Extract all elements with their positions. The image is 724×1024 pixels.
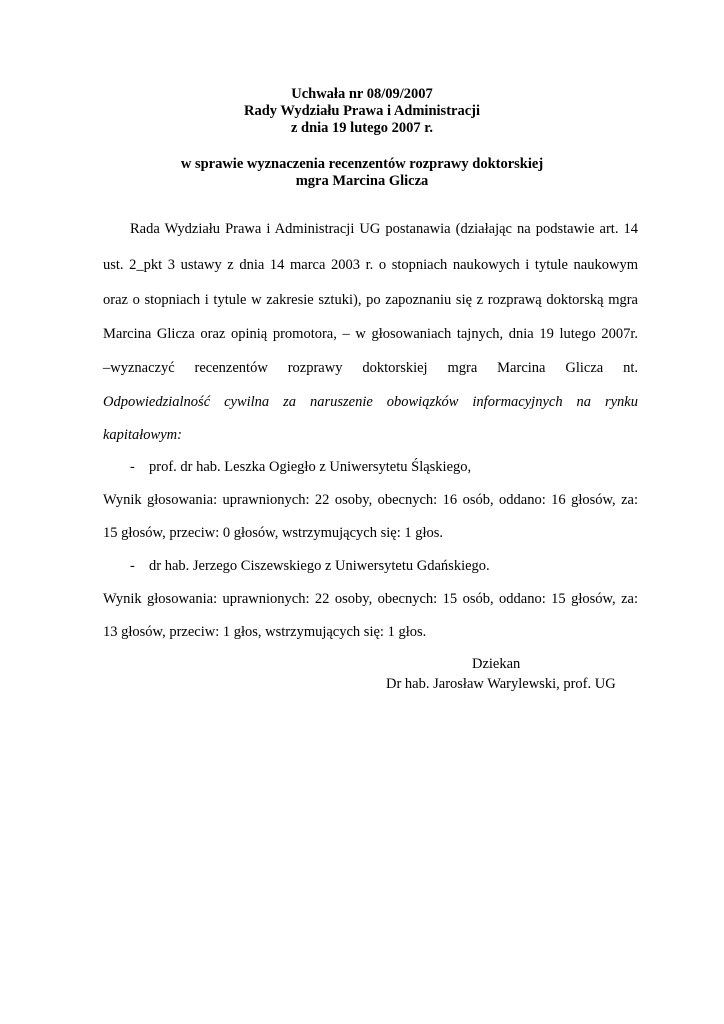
vote-result-1-line-1: Wynik głosowania: uprawnionych: 22 osoby, obecnych: 16 osób, oddano: 16 głosów, za: [103, 492, 638, 508]
body-line-1: Rada Wydziału Prawa i Administracji UG postanawia (działając na podstawie art. 14 [130, 221, 638, 237]
signature-name: Dr hab. Jarosław Warylewski, prof. UG [386, 676, 616, 692]
reviewer-item-2 [130, 556, 490, 576]
body-line-4: Marcina Glicza oraz opinią promotora, – w głosowaniach tajnych, dnia 19 lutego 2007r. [103, 326, 638, 342]
subject-line-2: mgra Marcina Glicza [295, 173, 429, 189]
resolution-date: z dnia 19 lutego 2007 r. [290, 120, 434, 136]
resolution-header [0, 86, 724, 137]
reviewer-name: prof. dr hab. Leszka Ogiegło z Uniwersytetu Śląskiego, [149, 459, 472, 475]
subject-line-1: w sprawie wyznaczenia recenzentów rozprawy doktorskiej [180, 156, 544, 172]
signature-title: Dziekan [472, 656, 521, 672]
resolution-subject [0, 156, 724, 190]
vote-result-1-line-2: 15 głosów, przeciw: 0 głosów, wstrzymujących się: 1 głos. [103, 525, 444, 541]
list-dash: - [130, 558, 135, 574]
body-line-5: –wyznaczyć recenzentów rozprawy doktorskiej mgra Marcina Glicza nt. [103, 360, 638, 376]
vote-result-2-line-1: Wynik głosowania: uprawnionych: 22 osoby, obecnych: 15 osób, oddano: 15 głosów, za: [103, 591, 638, 607]
body-line-2: ust. 2_pkt 3 ustawy z dnia 14 marca 2003 r. o stopniach naukowych i tytule naukowym [103, 257, 638, 273]
reviewer-name: dr hab. Jerzego Ciszewskiego z Uniwersytetu Gdańskiego. [149, 558, 490, 574]
reviewer-item-1 [130, 457, 471, 477]
thesis-title-line-2: kapitałowym: [103, 427, 182, 443]
resolution-number: Uchwała nr 08/09/2007 [291, 86, 433, 102]
body-line-3: oraz o stopniach i tytule w zakresie sztuki), po zapoznaniu się z rozprawą doktorską mgra [103, 292, 638, 308]
list-dash: - [130, 459, 135, 475]
thesis-title-line-1: Odpowiedzialność cywilna za naruszenie obowiązków informacyjnych na rynku [103, 394, 638, 410]
council-name: Rady Wydziału Prawa i Administracji [243, 103, 481, 119]
vote-result-2-line-2: 13 głosów, przeciw: 1 głos, wstrzymujących się: 1 głos. [103, 624, 427, 640]
